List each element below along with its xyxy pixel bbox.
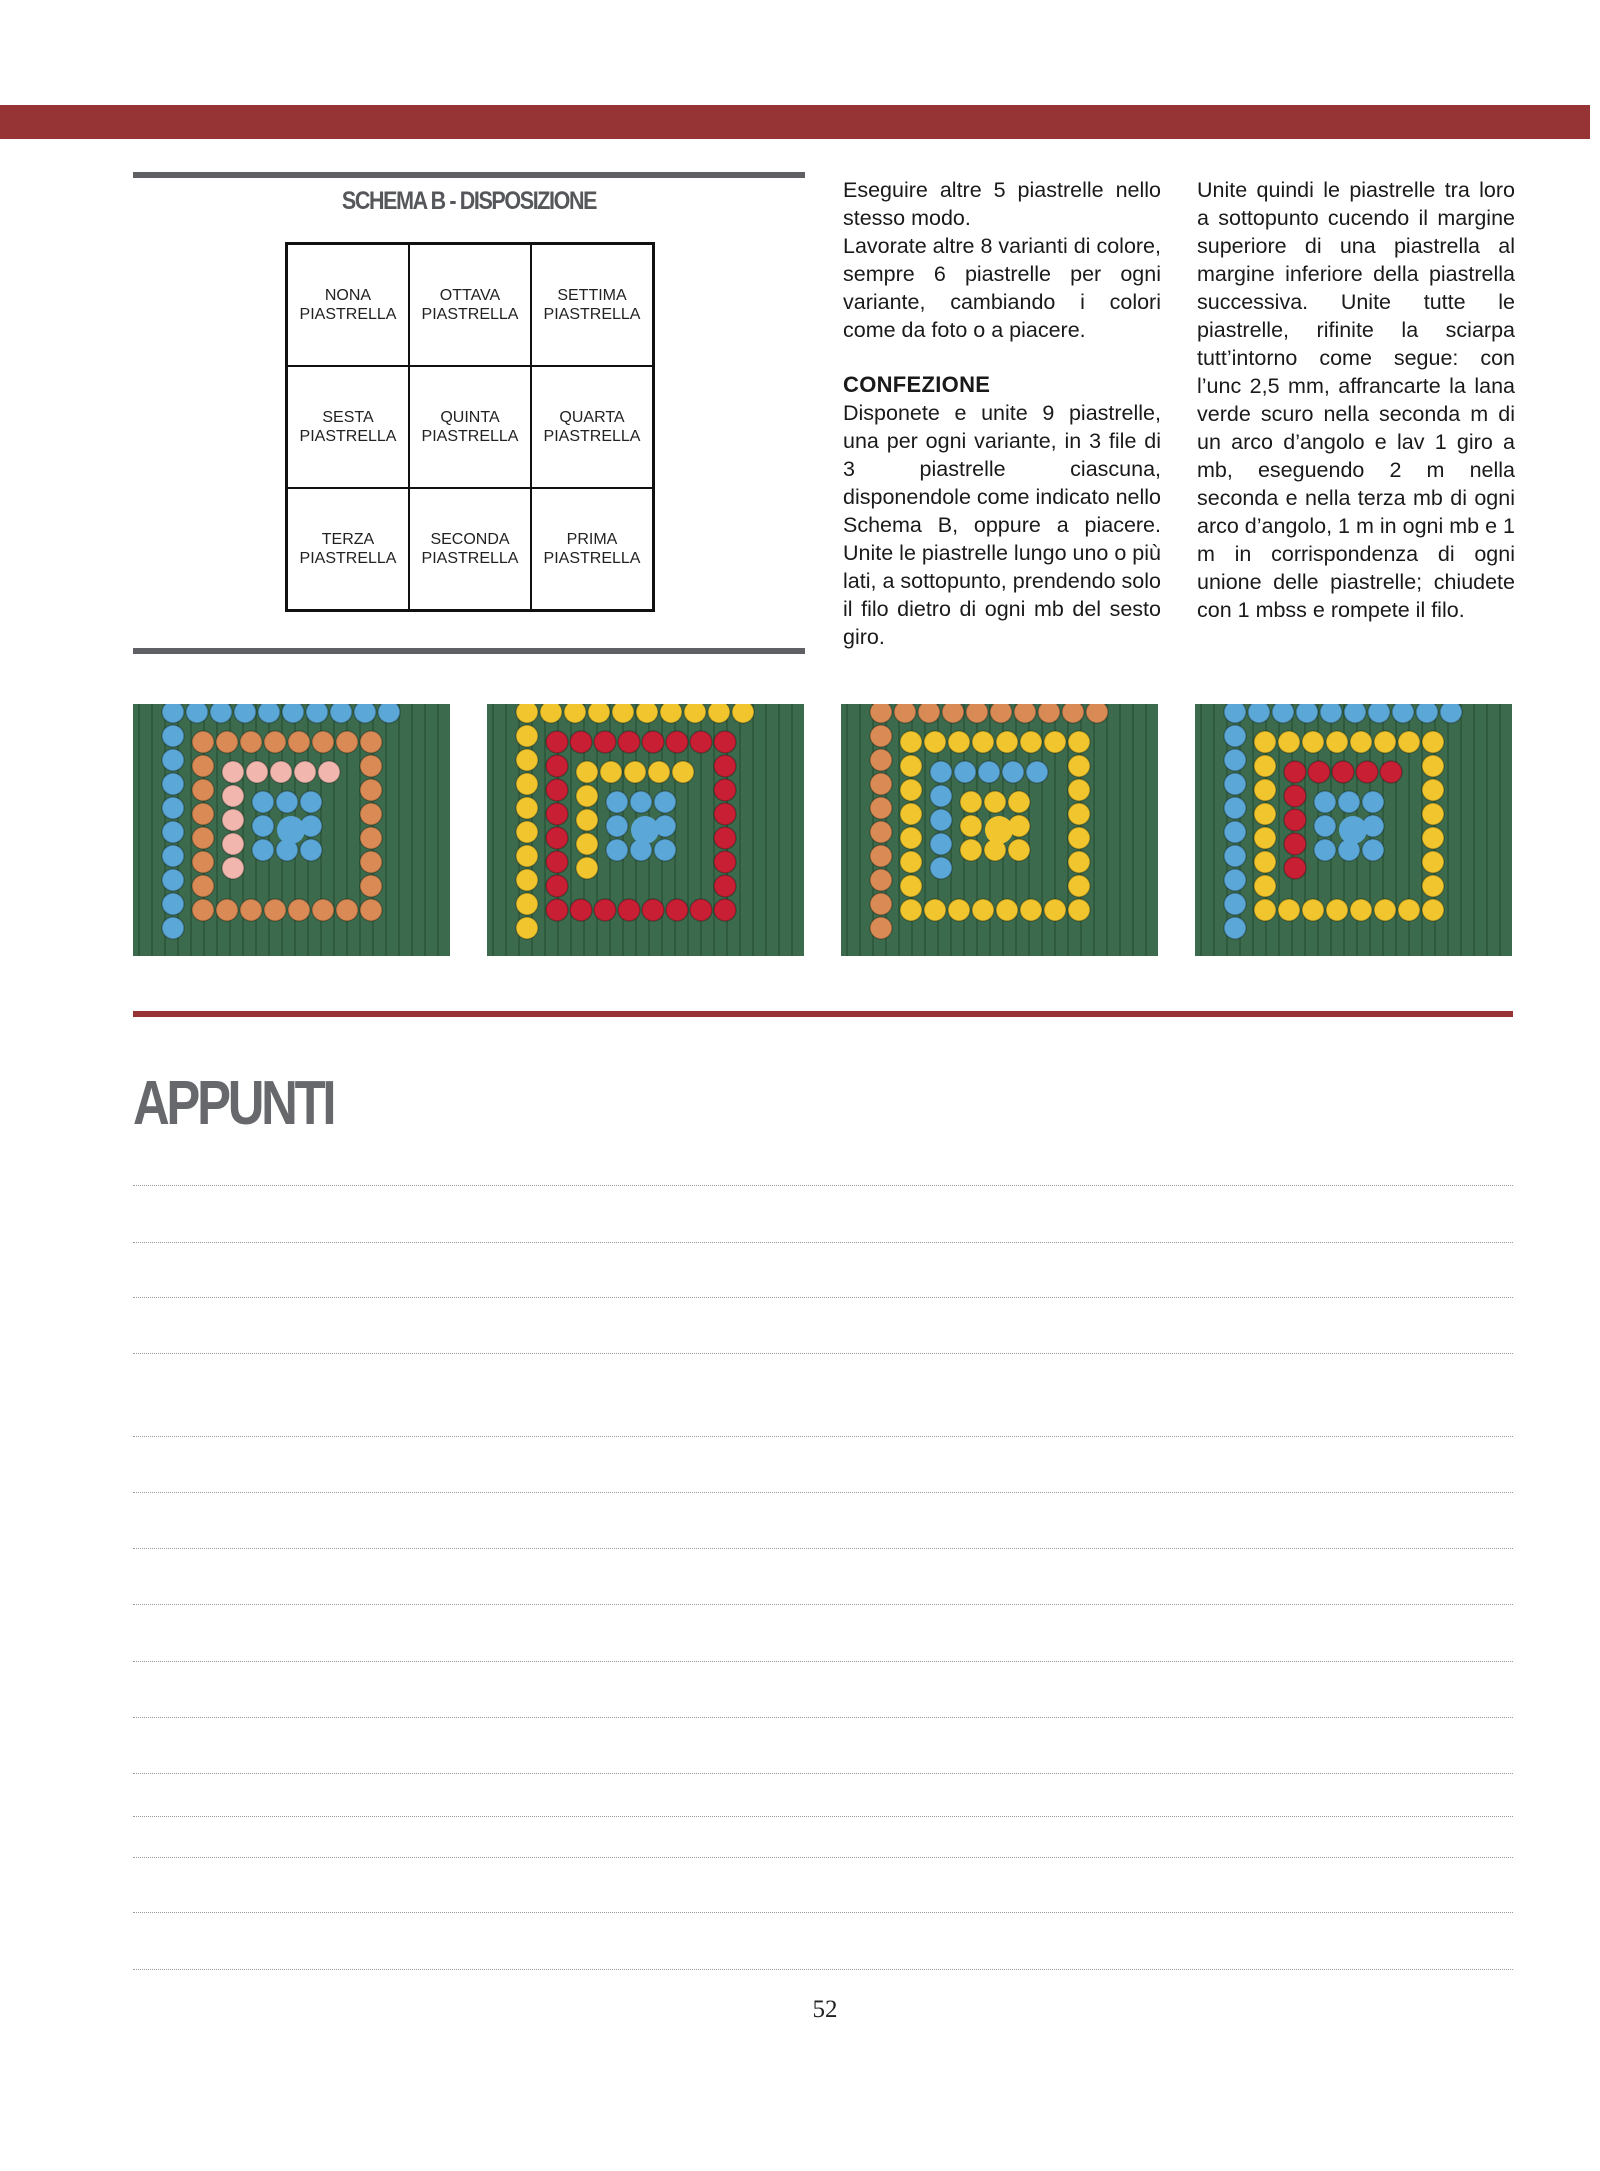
grid-cell [287, 488, 409, 610]
schema-b-diagram [133, 170, 805, 656]
paragraph: Eseguire altre 5 piastrelle nello stesso modo. [843, 178, 1161, 230]
cell-label: PRIMA [566, 531, 618, 548]
note-line [133, 1242, 1513, 1243]
schema-bottom-rule [133, 648, 805, 654]
section-divider [133, 1011, 1513, 1017]
cell-label: QUINTA [440, 409, 500, 426]
note-line [133, 1492, 1513, 1493]
schema-top-rule [133, 172, 805, 178]
note-line [133, 1297, 1513, 1298]
cell-label: PIASTRELLA [543, 550, 641, 567]
note-line [133, 1816, 1513, 1817]
note-line [133, 1604, 1513, 1605]
section-heading: CONFEZIONE [843, 372, 991, 397]
text-column-2 [1197, 176, 1515, 624]
top-color-band [0, 105, 1590, 139]
paragraph: Lavorate altre 8 varianti di colore, sempre 6 piastrelle per ogni variante, cambiando i colori come da foto o a piacere. [843, 234, 1161, 342]
grid-cell [287, 366, 409, 488]
cell-label: TERZA [321, 531, 375, 548]
grid-cell [531, 366, 653, 488]
cell-label: SESTA [322, 409, 374, 426]
note-line [133, 1912, 1513, 1913]
cell-label: PIASTRELLA [543, 306, 641, 323]
cell-label: PIASTRELLA [299, 306, 397, 323]
cell-label: PIASTRELLA [543, 428, 641, 445]
cell-label: SECONDA [430, 531, 510, 548]
note-line [133, 1969, 1513, 1970]
note-line [133, 1548, 1513, 1549]
cell-label: OTTAVA [439, 287, 501, 304]
text-column-1 [843, 176, 1161, 651]
cell-label: QUARTA [559, 409, 625, 426]
cell-label: PIASTRELLA [421, 550, 519, 567]
granny-square-photo-3 [841, 704, 1158, 956]
granny-square-photo-4 [1195, 704, 1512, 956]
note-line [133, 1185, 1513, 1186]
note-line [133, 1773, 1513, 1774]
page-number: 52 [812, 1996, 838, 2023]
schema-title: SCHEMA B - DISPOSIZIONE [341, 187, 597, 215]
grid-cell [409, 244, 531, 366]
paragraph: Disponete e unite 9 piastrelle, una per ogni variante, in 3 file di 3 piastrelle ciascuna, disponendole come indicato nello Schema B, oppure a piacere. Unite le piastrelle lungo uno o più lati, a sottopunto, prendendo solo il filo dietro di ogni mb del sesto giro. [843, 401, 1161, 649]
notes-title: APPUNTI [133, 1069, 334, 1138]
cell-label: PIASTRELLA [299, 428, 397, 445]
granny-square-photo-2 [487, 704, 804, 956]
granny-square-photo-1 [133, 704, 450, 956]
note-line [133, 1717, 1513, 1718]
cell-label: PIASTRELLA [421, 306, 519, 323]
cell-label: SETTIMA [557, 287, 627, 304]
cell-label: PIASTRELLA [299, 550, 397, 567]
grid-cell [409, 366, 531, 488]
grid-cell [409, 488, 531, 610]
paragraph: Unite quindi le piastrelle tra loro a sottopunto cucendo il margine superiore di una piastrella al margine inferiore della piastrella successiva. Unite tutte le piastrelle, rifinite la sciarpa tutt’intorno come segue: con l’unc 2,5 mm, affrancarte la lana verde scuro nella seconda m di un arco d’angolo e lav 1 giro a mb, eseguendo 2 m nella seconda e nella terza mb di ogni arco d’angolo, 1 m in ogni mb e 1 m in corrispondenza di ogni unione delle piastrelle; chiudete con 1 mbss e rompete il filo. [1197, 178, 1515, 622]
note-line [133, 1436, 1513, 1437]
grid-cell [531, 244, 653, 366]
note-line [133, 1857, 1513, 1858]
cell-label: NONA [324, 287, 372, 304]
grid-cell [531, 488, 653, 610]
note-line [133, 1661, 1513, 1662]
note-line [133, 1353, 1513, 1354]
cell-label: PIASTRELLA [421, 428, 519, 445]
grid-cell [287, 244, 409, 366]
tile-layout-grid [285, 242, 655, 612]
